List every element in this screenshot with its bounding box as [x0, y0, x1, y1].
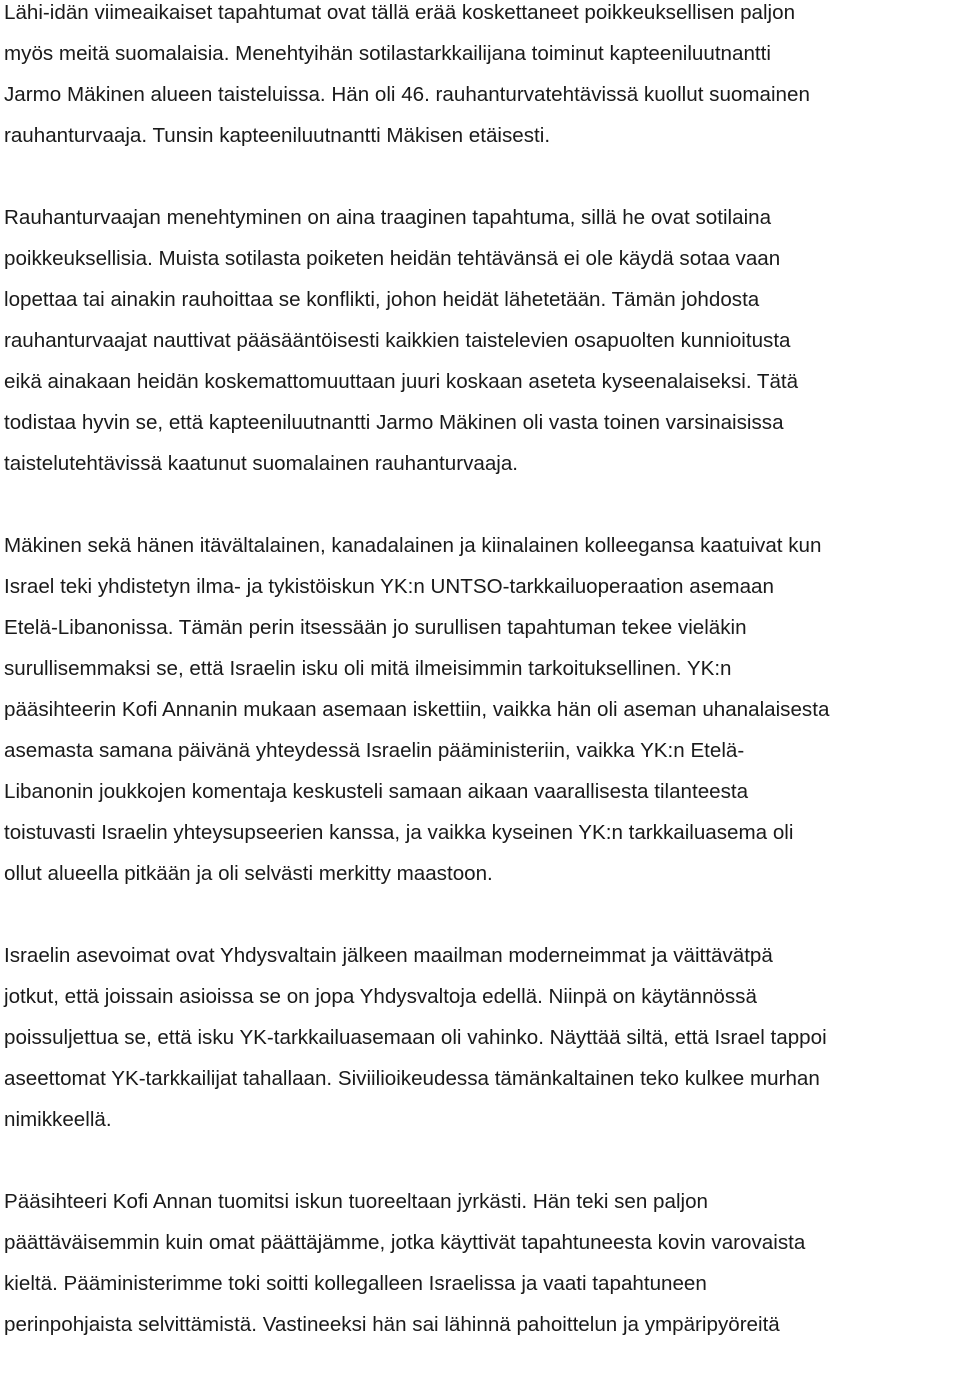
text-line: Lähi-idän viimeaikaiset tapahtumat ovat tällä erää koskettaneet poikkeuksellisen paljon [4, 1, 796, 24]
paragraph-1 [4, 0, 960, 156]
text-line: taistelutehtävissä kaatunut suomalainen rauhanturvaaja. [4, 452, 519, 475]
paragraph-3 [4, 525, 960, 894]
text-line: eikä ainakaan heidän koskemattomuuttaan juuri koskaan aseteta kyseenalaiseksi. Tätä [4, 370, 799, 393]
text-line: poissuljettua se, että isku YK-tarkkailuasemaan oli vahinko. Näyttää siltä, että Israel tappoi [4, 1026, 827, 1049]
text-line: Jarmo Mäkinen alueen taisteluissa. Hän oli 46. rauhanturvatehtävissä kuollut suomainen [4, 83, 810, 106]
text-line: jotkut, että joissain asioissa se on jopa Yhdysvaltoja edellä. Niinpä on käytännössä [4, 985, 757, 1008]
text-line: rauhanturvaaja. Tunsin kapteeniluutnantti Mäkisen etäisesti. [4, 124, 551, 147]
text-line: Israel teki yhdistetyn ilma- ja tykistöiskun YK:n UNTSO-tarkkailuoperaation asemaan [4, 575, 774, 598]
paragraph-5 [4, 1181, 960, 1345]
text-line: päättäväisemmin kuin omat päättäjämme, jotka käyttivät tapahtuneesta kovin varovaista [4, 1231, 806, 1254]
text-line: asemasta samana päivänä yhteydessä Israelin pääministeriin, vaikka YK:n Etelä- [4, 739, 745, 762]
text-line: aseettomat YK-tarkkailijat tahallaan. Siviilioikeudessa tämänkaltainen teko kulkee murhan [4, 1067, 820, 1090]
text-line: todistaa hyvin se, että kapteeniluutnantti Jarmo Mäkinen oli vasta toinen varsinaisissa [4, 411, 784, 434]
text-line: Rauhanturvaajan menehtyminen on aina traaginen tapahtuma, sillä he ovat sotilaina [4, 206, 772, 229]
paragraph-4 [4, 935, 960, 1140]
text-line: surullisemmaksi se, että Israelin isku oli mitä ilmeisimmin tarkoituksellinen. YK:n [4, 657, 732, 680]
text-line: ollut alueella pitkään ja oli selvästi merkitty maastoon. [4, 862, 493, 885]
text-line: poikkeuksellisia. Muista sotilasta poiketen heidän tehtävänsä ei ole käydä sotaa vaan [4, 247, 781, 270]
text-line: rauhanturvaajat nauttivat pääsääntöisesti kaikkien taistelevien osapuolten kunnioitusta [4, 329, 791, 352]
document-body [4, 0, 960, 1386]
text-line: lopettaa tai ainakin rauhoittaa se konflikti, johon heidät lähetetään. Tämän johdosta [4, 288, 760, 311]
text-line: toistuvasti Israelin yhteysupseerien kanssa, ja vaikka kyseinen YK:n tarkkailuasema oli [4, 821, 794, 844]
text-line: myös meitä suomalaisia. Menehtyihän sotilastarkkailijana toiminut kapteeniluutnantti [4, 42, 771, 65]
text-line: Etelä-Libanonissa. Tämän perin itsessään jo surullisen tapahtuman tekee vieläkin [4, 616, 747, 639]
text-line: Pääsihteeri Kofi Annan tuomitsi iskun tuoreeltaan jyrkästi. Hän teki sen paljon [4, 1190, 709, 1213]
text-line: Mäkinen sekä hänen itävältalainen, kanadalainen ja kiinalainen kolleegansa kaatuivat kun [4, 534, 822, 557]
text-line: Libanonin joukkojen komentaja keskusteli samaan aikaan vaarallisesta tilanteesta [4, 780, 749, 803]
text-line: kieltä. Pääministerimme toki soitti kollegalleen Israelissa ja vaati tapahtuneen [4, 1272, 707, 1295]
paragraph-2 [4, 197, 960, 484]
text-line: nimikkeellä. [4, 1108, 112, 1131]
text-line: pääsihteerin Kofi Annanin mukaan asemaan iskettiin, vaikka hän oli aseman uhanalaisesta [4, 698, 830, 721]
text-line: perinpohjaista selvittämistä. Vastineeksi hän sai lähinnä pahoittelun ja ympäripyöreitä [4, 1313, 780, 1336]
text-line: Israelin asevoimat ovat Yhdysvaltain jälkeen maailman moderneimmat ja väittävätpä [4, 944, 773, 967]
